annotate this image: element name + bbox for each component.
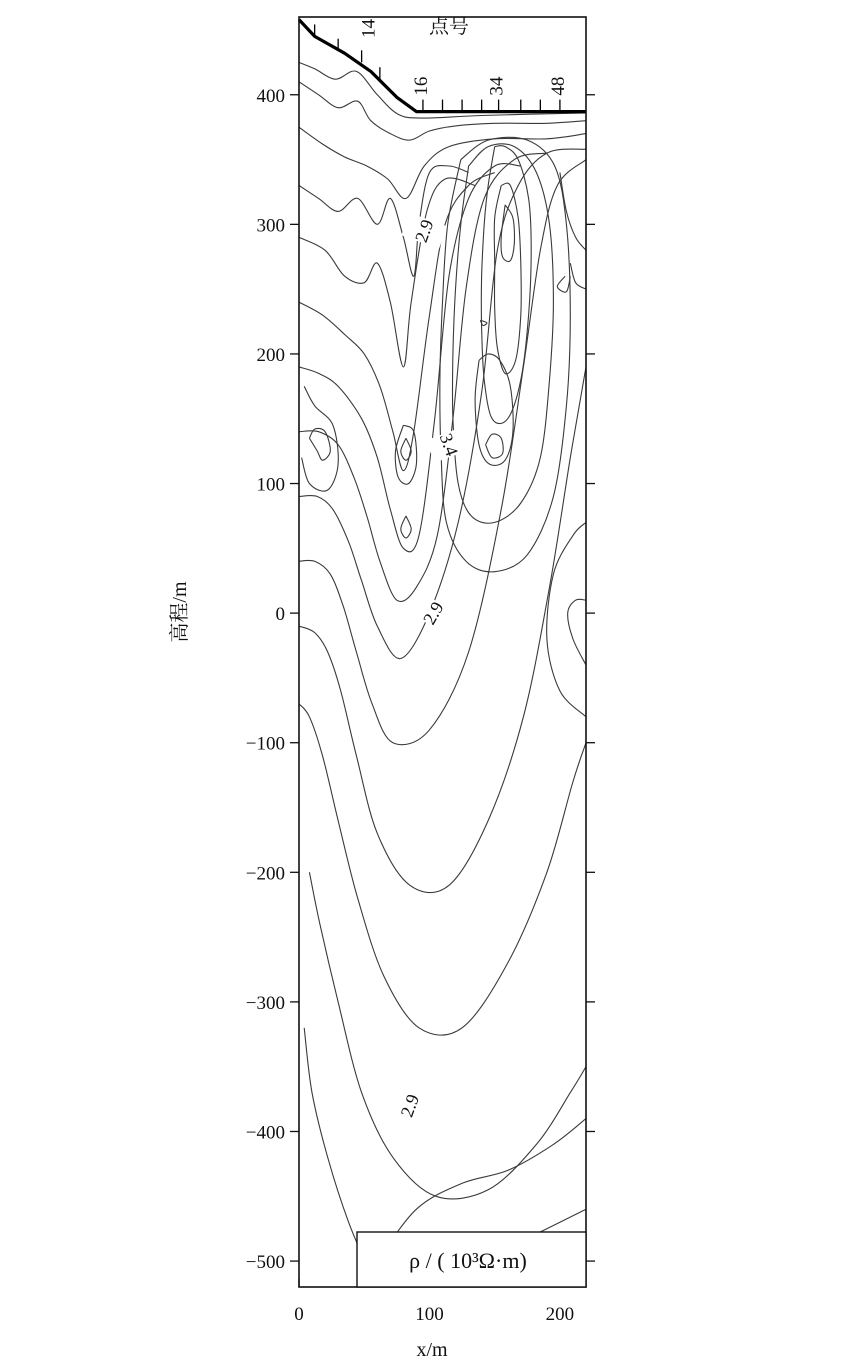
station-label: 14 (358, 18, 380, 38)
station-label: 48 (547, 76, 569, 96)
contour-label: 2.9 (410, 216, 438, 245)
y-axis-label: 高程/m (169, 581, 191, 643)
y-tick-label: −400 (245, 1122, 285, 1144)
station-label: 16 (410, 76, 432, 96)
legend-label: ρ / ( 10³Ω·m) (409, 1248, 527, 1273)
y-tick-label: −100 (245, 733, 285, 755)
y-tick-label: 200 (256, 344, 285, 366)
y-tick-label: 100 (256, 474, 285, 496)
station-label: 34 (486, 76, 508, 96)
x-tick-label: 0 (294, 1304, 304, 1325)
contour-label: 2.9 (419, 598, 448, 628)
contour-label: 2.9 (396, 1091, 424, 1120)
x-tick-label: 200 (545, 1304, 575, 1325)
y-tick-label: 0 (275, 604, 285, 626)
top-axis-label: 点号 (429, 16, 469, 38)
y-tick-label: 300 (256, 215, 285, 237)
x-axis-label: x/m (416, 1339, 448, 1361)
contour-label: 3.4 (435, 430, 463, 459)
legend-box (357, 1232, 586, 1287)
y-tick-label: −500 (245, 1252, 285, 1274)
x-tick-label: 100 (415, 1304, 444, 1325)
y-tick-label: −300 (245, 992, 285, 1014)
y-tick-label: 400 (256, 85, 285, 107)
y-tick-label: −200 (245, 863, 285, 885)
